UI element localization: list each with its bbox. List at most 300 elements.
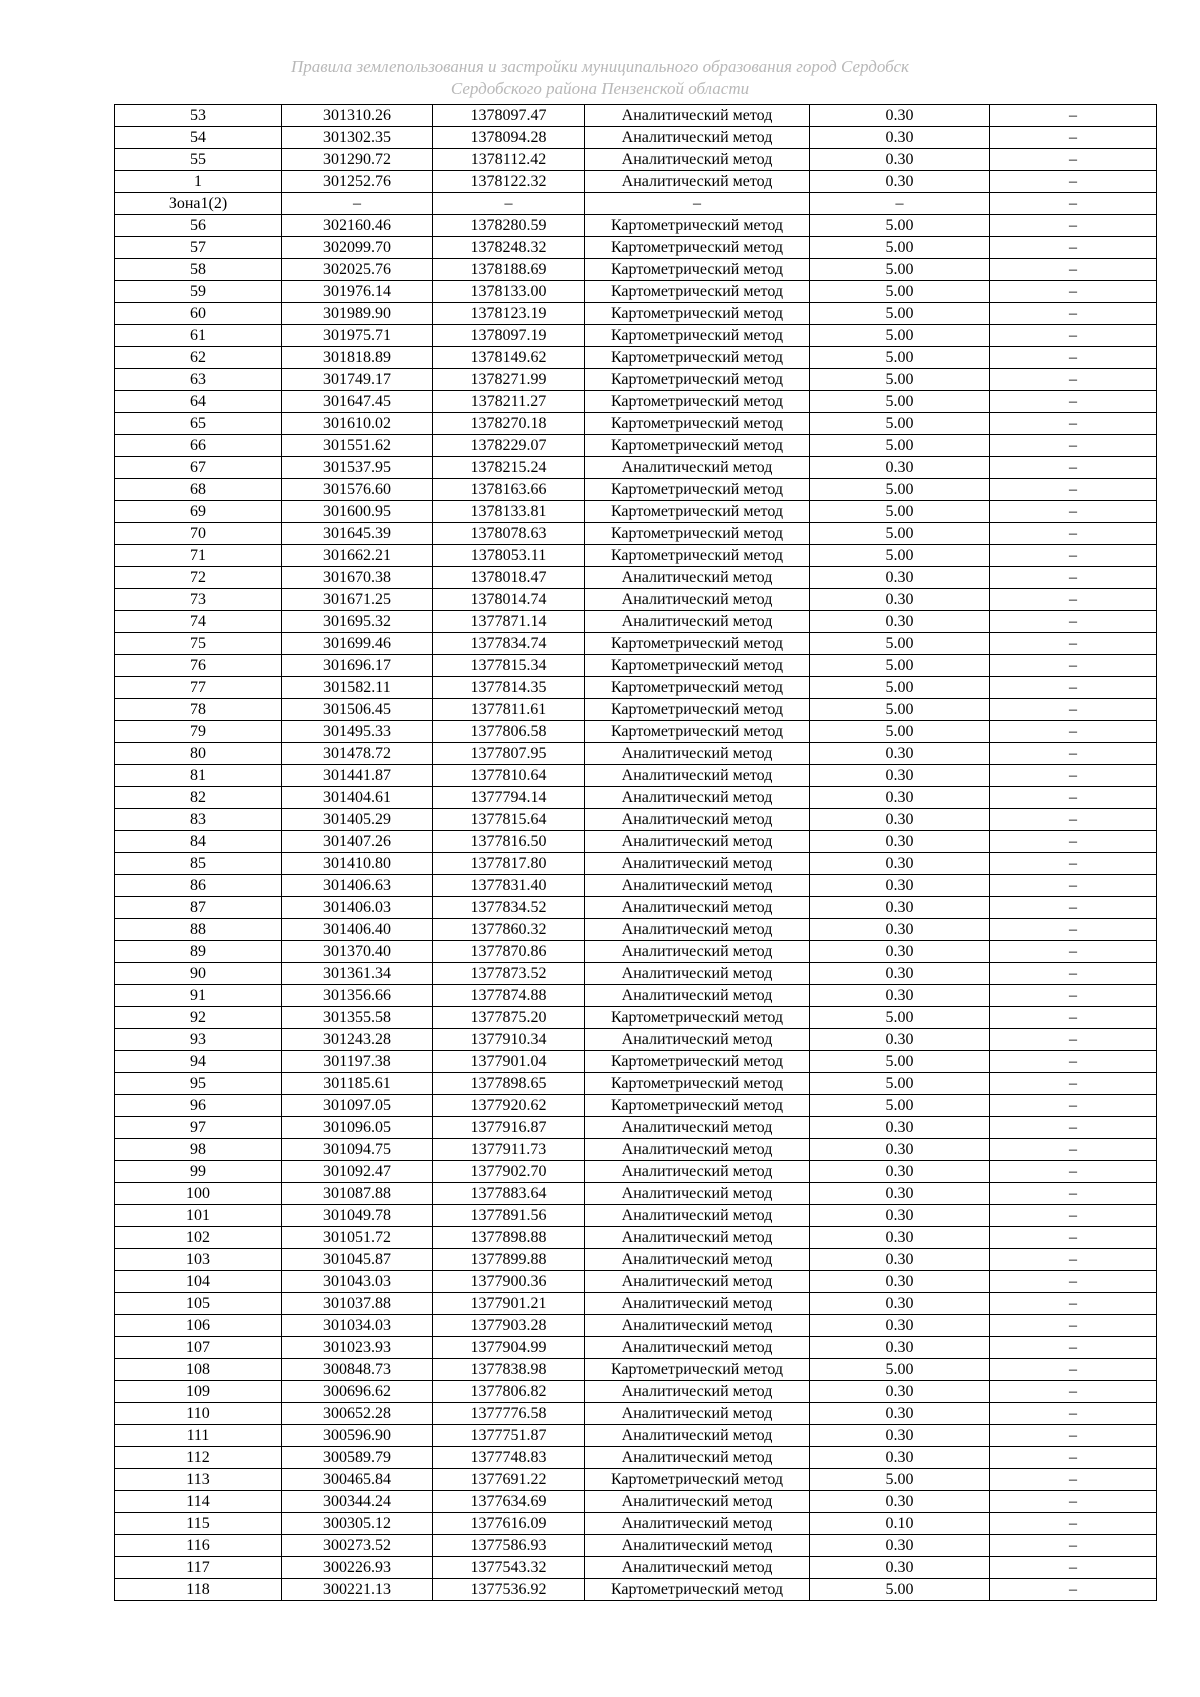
note-cell: – [990,501,1157,523]
point-number-cell: 97 [115,1117,282,1139]
accuracy-cell: 5.00 [810,721,990,743]
point-number-cell: 67 [115,457,282,479]
x-coordinate-cell: 302160.46 [282,215,433,237]
note-cell: – [990,897,1157,919]
table-row [115,875,1157,897]
method-cell: Картометрический метод [585,303,810,325]
point-number-cell: 80 [115,743,282,765]
accuracy-cell: 5.00 [810,677,990,699]
method-cell: Аналитический метод [585,985,810,1007]
accuracy-cell: 0.30 [810,1557,990,1579]
accuracy-cell: 0.30 [810,787,990,809]
point-number-cell: 66 [115,435,282,457]
accuracy-cell: 5.00 [810,1359,990,1381]
table-row [115,501,1157,523]
table-row [115,567,1157,589]
x-coordinate-cell: 301197.38 [282,1051,433,1073]
x-coordinate-cell: 300221.13 [282,1579,433,1601]
x-coordinate-cell: 300465.84 [282,1469,433,1491]
table-row [115,809,1157,831]
x-coordinate-cell: 301406.03 [282,897,433,919]
x-coordinate-cell: 301043.03 [282,1271,433,1293]
x-coordinate-cell: 301506.45 [282,699,433,721]
x-coordinate-cell: 301600.95 [282,501,433,523]
accuracy-cell: 5.00 [810,1007,990,1029]
y-coordinate-cell: 1377751.87 [433,1425,585,1447]
note-cell: – [990,655,1157,677]
note-cell: – [990,193,1157,215]
point-number-cell: 59 [115,281,282,303]
table-row [115,1315,1157,1337]
table-row [115,831,1157,853]
note-cell: – [990,1315,1157,1337]
accuracy-cell: 5.00 [810,281,990,303]
y-coordinate-cell: 1378188.69 [433,259,585,281]
x-coordinate-cell: 301407.26 [282,831,433,853]
point-number-cell: 107 [115,1337,282,1359]
method-cell: Картометрический метод [585,281,810,303]
point-number-cell: 86 [115,875,282,897]
table-row [115,479,1157,501]
point-number-cell: 90 [115,963,282,985]
point-number-cell: 118 [115,1579,282,1601]
point-number-cell: 83 [115,809,282,831]
point-number-cell: 56 [115,215,282,237]
coordinates-table-body [115,105,1157,1601]
point-number-cell: 55 [115,149,282,171]
x-coordinate-cell: 301670.38 [282,567,433,589]
accuracy-cell: 0.30 [810,919,990,941]
x-coordinate-cell: 301096.05 [282,1117,433,1139]
note-cell: – [990,1469,1157,1491]
x-coordinate-cell: 301662.21 [282,545,433,567]
x-coordinate-cell: 301092.47 [282,1161,433,1183]
point-number-cell: 104 [115,1271,282,1293]
x-coordinate-cell: 300848.73 [282,1359,433,1381]
table-row [115,1579,1157,1601]
note-cell: – [990,457,1157,479]
method-cell: Картометрический метод [585,1095,810,1117]
method-cell: Аналитический метод [585,105,810,127]
method-cell: Аналитический метод [585,1315,810,1337]
table-row [115,1139,1157,1161]
point-number-cell: 114 [115,1491,282,1513]
method-cell: Аналитический метод [585,1249,810,1271]
point-number-cell: 96 [115,1095,282,1117]
method-cell: Аналитический метод [585,1161,810,1183]
point-number-cell: 79 [115,721,282,743]
method-cell: Аналитический метод [585,589,810,611]
point-number-cell: 102 [115,1227,282,1249]
x-coordinate-cell: 301051.72 [282,1227,433,1249]
method-cell: Картометрический метод [585,259,810,281]
point-number-cell: 54 [115,127,282,149]
y-coordinate-cell: 1378123.19 [433,303,585,325]
table-row [115,435,1157,457]
y-coordinate-cell: 1378133.00 [433,281,585,303]
method-cell: Картометрический метод [585,677,810,699]
method-cell: Аналитический метод [585,743,810,765]
x-coordinate-cell: 301975.71 [282,325,433,347]
y-coordinate-cell: 1377815.34 [433,655,585,677]
point-number-cell: 99 [115,1161,282,1183]
accuracy-cell: 5.00 [810,699,990,721]
accuracy-cell: 0.30 [810,809,990,831]
method-cell: Картометрический метод [585,325,810,347]
method-cell: Аналитический метод [585,1271,810,1293]
point-number-cell: 53 [115,105,282,127]
note-cell: – [990,391,1157,413]
table-row [115,633,1157,655]
point-number-cell: 84 [115,831,282,853]
x-coordinate-cell: 302025.76 [282,259,433,281]
method-cell: Аналитический метод [585,1139,810,1161]
point-number-cell: 108 [115,1359,282,1381]
x-coordinate-cell: 301087.88 [282,1183,433,1205]
y-coordinate-cell: 1378018.47 [433,567,585,589]
point-number-cell: 60 [115,303,282,325]
x-coordinate-cell: 301699.46 [282,633,433,655]
table-row [115,1491,1157,1513]
note-cell: – [990,1095,1157,1117]
x-coordinate-cell: 300226.93 [282,1557,433,1579]
table-row [115,259,1157,281]
note-cell: – [990,1007,1157,1029]
x-coordinate-cell: 300652.28 [282,1403,433,1425]
x-coordinate-cell: 301097.05 [282,1095,433,1117]
x-coordinate-cell: 301243.28 [282,1029,433,1051]
x-coordinate-cell: 301645.39 [282,523,433,545]
accuracy-cell: 5.00 [810,215,990,237]
x-coordinate-cell: 301405.29 [282,809,433,831]
y-coordinate-cell: 1377810.64 [433,765,585,787]
point-number-cell: 81 [115,765,282,787]
point-number-cell: 98 [115,1139,282,1161]
note-cell: – [990,1271,1157,1293]
accuracy-cell: 0.30 [810,1425,990,1447]
note-cell: – [990,1293,1157,1315]
table-row [115,1337,1157,1359]
x-coordinate-cell: 301537.95 [282,457,433,479]
note-cell: – [990,1359,1157,1381]
y-coordinate-cell: 1377904.99 [433,1337,585,1359]
accuracy-cell: – [810,193,990,215]
table-row [115,941,1157,963]
point-number-cell: 111 [115,1425,282,1447]
note-cell: – [990,743,1157,765]
accuracy-cell: 0.30 [810,127,990,149]
method-cell: Аналитический метод [585,1117,810,1139]
accuracy-cell: 5.00 [810,237,990,259]
y-coordinate-cell: 1378133.81 [433,501,585,523]
y-coordinate-cell: 1377902.70 [433,1161,585,1183]
table-row [115,369,1157,391]
x-coordinate-cell: 301647.45 [282,391,433,413]
note-cell: – [990,1513,1157,1535]
accuracy-cell: 0.30 [810,1315,990,1337]
table-row [115,215,1157,237]
y-coordinate-cell: 1378163.66 [433,479,585,501]
y-coordinate-cell: 1377871.14 [433,611,585,633]
y-coordinate-cell: 1377691.22 [433,1469,585,1491]
accuracy-cell: 5.00 [810,1051,990,1073]
note-cell: – [990,435,1157,457]
table-row [115,743,1157,765]
point-number-cell: 82 [115,787,282,809]
point-number-cell: 72 [115,567,282,589]
method-cell: Аналитический метод [585,1535,810,1557]
x-coordinate-cell: 301045.87 [282,1249,433,1271]
y-coordinate-cell: 1377883.64 [433,1183,585,1205]
accuracy-cell: 5.00 [810,501,990,523]
note-cell: – [990,347,1157,369]
table-row [115,721,1157,743]
y-coordinate-cell: 1378280.59 [433,215,585,237]
method-cell: Картометрический метод [585,479,810,501]
point-number-cell: 71 [115,545,282,567]
x-coordinate-cell: 300305.12 [282,1513,433,1535]
point-number-cell: 115 [115,1513,282,1535]
point-number-cell: 75 [115,633,282,655]
accuracy-cell: 0.30 [810,1447,990,1469]
accuracy-cell: 0.30 [810,941,990,963]
note-cell: – [990,765,1157,787]
note-cell: – [990,633,1157,655]
note-cell: – [990,1029,1157,1051]
point-number-cell: 88 [115,919,282,941]
y-coordinate-cell: 1378229.07 [433,435,585,457]
note-cell: – [990,1073,1157,1095]
table-row [115,1447,1157,1469]
accuracy-cell: 0.30 [810,897,990,919]
x-coordinate-cell: 300273.52 [282,1535,433,1557]
note-cell: – [990,831,1157,853]
point-number-cell: 63 [115,369,282,391]
y-coordinate-cell: 1378094.28 [433,127,585,149]
table-row [115,545,1157,567]
accuracy-cell: 0.30 [810,743,990,765]
note-cell: – [990,1051,1157,1073]
method-cell: Картометрический метод [585,1051,810,1073]
note-cell: – [990,215,1157,237]
method-cell: Аналитический метод [585,1491,810,1513]
accuracy-cell: 0.30 [810,1337,990,1359]
header-line-2: Сердобского района Пензенской области [450,79,750,98]
table-row [115,1249,1157,1271]
table-row [115,347,1157,369]
x-coordinate-cell: – [282,193,433,215]
method-cell: Аналитический метод [585,1403,810,1425]
method-cell: Картометрический метод [585,369,810,391]
point-number-cell: 109 [115,1381,282,1403]
point-number-cell: 70 [115,523,282,545]
y-coordinate-cell: 1377900.36 [433,1271,585,1293]
table-row [115,787,1157,809]
accuracy-cell: 0.30 [810,1381,990,1403]
method-cell: Аналитический метод [585,963,810,985]
table-row [115,1271,1157,1293]
note-cell: – [990,963,1157,985]
note-cell: – [990,303,1157,325]
accuracy-cell: 0.30 [810,611,990,633]
method-cell: Аналитический метод [585,1425,810,1447]
y-coordinate-cell: 1378271.99 [433,369,585,391]
table-row [115,1513,1157,1535]
x-coordinate-cell: 301023.93 [282,1337,433,1359]
y-coordinate-cell: 1377806.82 [433,1381,585,1403]
x-coordinate-cell: 301406.63 [282,875,433,897]
point-number-cell: 117 [115,1557,282,1579]
note-cell: – [990,545,1157,567]
method-cell: Аналитический метод [585,1447,810,1469]
point-number-cell: 57 [115,237,282,259]
accuracy-cell: 5.00 [810,369,990,391]
x-coordinate-cell: 301356.66 [282,985,433,1007]
note-cell: – [990,105,1157,127]
accuracy-cell: 5.00 [810,1095,990,1117]
x-coordinate-cell: 301049.78 [282,1205,433,1227]
table-row [115,1029,1157,1051]
y-coordinate-cell: 1378248.32 [433,237,585,259]
accuracy-cell: 0.30 [810,875,990,897]
accuracy-cell: 0.10 [810,1513,990,1535]
point-number-cell: 73 [115,589,282,611]
note-cell: – [990,567,1157,589]
method-cell: Аналитический метод [585,787,810,809]
method-cell: Аналитический метод [585,1381,810,1403]
x-coordinate-cell: 301989.90 [282,303,433,325]
accuracy-cell: 5.00 [810,1073,990,1095]
accuracy-cell: 0.30 [810,1139,990,1161]
note-cell: – [990,1491,1157,1513]
x-coordinate-cell: 300344.24 [282,1491,433,1513]
y-coordinate-cell: 1377874.88 [433,985,585,1007]
note-cell: – [990,985,1157,1007]
note-cell: – [990,1579,1157,1601]
method-cell: Картометрический метод [585,1007,810,1029]
y-coordinate-cell: 1377831.40 [433,875,585,897]
accuracy-cell: 5.00 [810,303,990,325]
method-cell: Картометрический метод [585,237,810,259]
page-header [0,56,1200,100]
note-cell: – [990,127,1157,149]
y-coordinate-cell: 1377616.09 [433,1513,585,1535]
point-number-cell: 89 [115,941,282,963]
table-row [115,391,1157,413]
note-cell: – [990,809,1157,831]
x-coordinate-cell: 301441.87 [282,765,433,787]
y-coordinate-cell: 1377901.21 [433,1293,585,1315]
point-number-cell: 61 [115,325,282,347]
method-cell: Картометрический метод [585,699,810,721]
x-coordinate-cell: 301410.80 [282,853,433,875]
y-coordinate-cell: 1378149.62 [433,347,585,369]
accuracy-cell: 5.00 [810,259,990,281]
note-cell: – [990,699,1157,721]
accuracy-cell: 0.30 [810,985,990,1007]
x-coordinate-cell: 301034.03 [282,1315,433,1337]
point-number-cell: 1 [115,171,282,193]
point-number-cell: 106 [115,1315,282,1337]
table-row [115,523,1157,545]
note-cell: – [990,369,1157,391]
method-cell: Аналитический метод [585,1029,810,1051]
table-row [115,1183,1157,1205]
table-row [115,105,1157,127]
method-cell: Картометрический метод [585,1579,810,1601]
point-number-cell: 64 [115,391,282,413]
accuracy-cell: 0.30 [810,1205,990,1227]
x-coordinate-cell: 301252.76 [282,171,433,193]
method-cell: Картометрический метод [585,523,810,545]
table-row [115,677,1157,699]
table-row [115,303,1157,325]
y-coordinate-cell: 1378270.18 [433,413,585,435]
note-cell: – [990,721,1157,743]
method-cell: Аналитический метод [585,127,810,149]
table-row [115,1095,1157,1117]
point-number-cell: 110 [115,1403,282,1425]
method-cell: Картометрический метод [585,655,810,677]
method-cell: Картометрический метод [585,413,810,435]
accuracy-cell: 0.30 [810,105,990,127]
note-cell: – [990,1337,1157,1359]
accuracy-cell: 5.00 [810,655,990,677]
table-row [115,237,1157,259]
method-cell: Картометрический метод [585,435,810,457]
method-cell: Аналитический метод [585,1557,810,1579]
y-coordinate-cell: 1377899.88 [433,1249,585,1271]
method-cell: Аналитический метод [585,853,810,875]
y-coordinate-cell: 1378078.63 [433,523,585,545]
accuracy-cell: 0.30 [810,1227,990,1249]
y-coordinate-cell: 1377916.87 [433,1117,585,1139]
method-cell: Картометрический метод [585,347,810,369]
x-coordinate-cell: 301037.88 [282,1293,433,1315]
note-cell: – [990,1535,1157,1557]
accuracy-cell: 0.30 [810,457,990,479]
table-row [115,1073,1157,1095]
note-cell: – [990,149,1157,171]
point-number-cell: 74 [115,611,282,633]
method-cell: Аналитический метод [585,457,810,479]
note-cell: – [990,875,1157,897]
y-coordinate-cell: 1377794.14 [433,787,585,809]
table-row [115,589,1157,611]
accuracy-cell: 5.00 [810,1469,990,1491]
table-row [115,325,1157,347]
note-cell: – [990,171,1157,193]
y-coordinate-cell: 1377910.34 [433,1029,585,1051]
accuracy-cell: 0.30 [810,171,990,193]
point-number-cell: Зона1(2) [115,193,282,215]
note-cell: – [990,325,1157,347]
point-number-cell: 62 [115,347,282,369]
table-row [115,127,1157,149]
note-cell: – [990,1205,1157,1227]
point-number-cell: 78 [115,699,282,721]
x-coordinate-cell: 301094.75 [282,1139,433,1161]
method-cell: Картометрический метод [585,545,810,567]
note-cell: – [990,1381,1157,1403]
note-cell: – [990,1447,1157,1469]
table-row [115,655,1157,677]
method-cell: Картометрический метод [585,501,810,523]
note-cell: – [990,259,1157,281]
accuracy-cell: 0.30 [810,1271,990,1293]
accuracy-cell: 5.00 [810,1579,990,1601]
method-cell: Аналитический метод [585,875,810,897]
